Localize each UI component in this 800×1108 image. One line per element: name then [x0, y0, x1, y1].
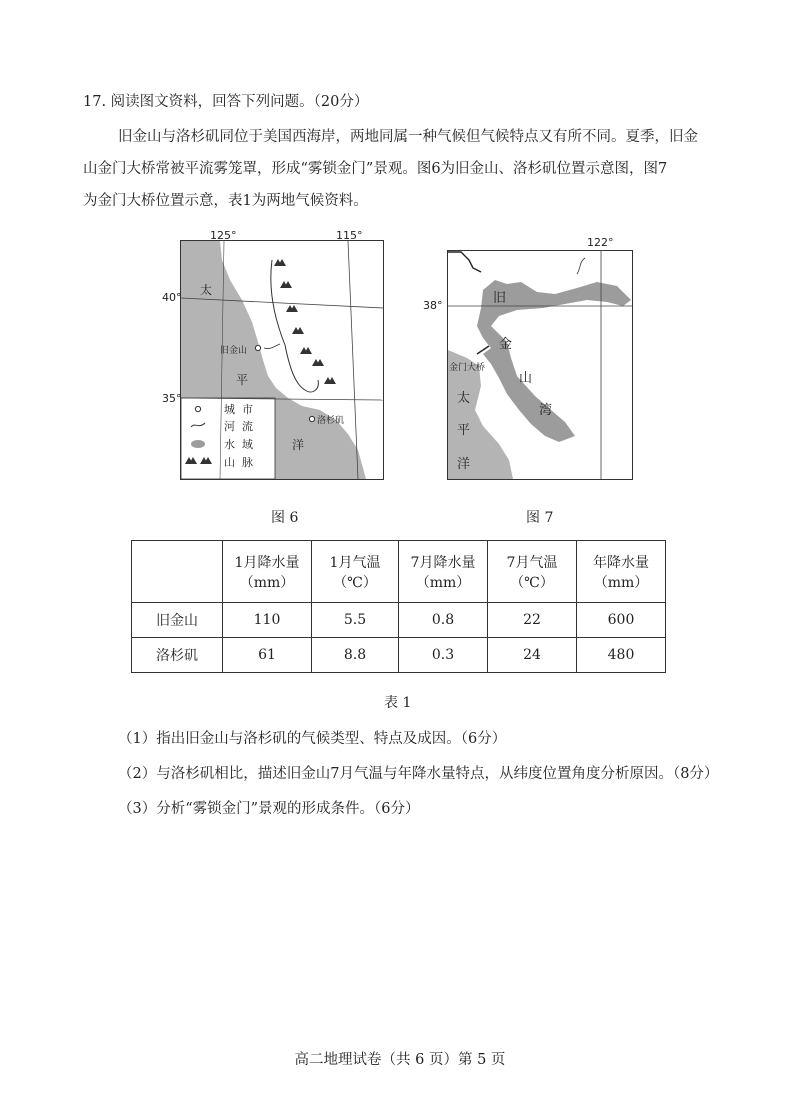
figure-6-map: [180, 230, 384, 480]
header-annual-precip-l2: （mm）: [593, 574, 649, 591]
paragraph-line-1: 旧金山与洛杉矶同位于美国西海岸，两地同属一种气候但气候特点又有所不同。夏季，旧金: [118, 129, 698, 145]
fig7-ocean-char-3: 洋: [457, 457, 471, 472]
table-cell: 480: [577, 638, 666, 673]
legend-city-icon: [195, 406, 200, 411]
paragraph-line-3: 为金门大桥位置示意，表1为两地气候资料。: [83, 193, 368, 209]
table-cell: 24: [488, 638, 577, 673]
fig7-lon-122: 122°: [587, 236, 614, 249]
header-jan-temp: [312, 541, 399, 603]
figure-7-caption: 图 7: [526, 510, 554, 526]
page-footer: 高二地理试卷（共 6 页）第 5 页: [294, 1052, 506, 1068]
table-corner: [132, 541, 223, 603]
table-cell: 22: [488, 603, 577, 638]
table-cell: 110: [223, 603, 312, 638]
table-1-caption: 表 1: [384, 695, 412, 711]
fig6-la-marker: [309, 416, 314, 421]
legend-river-label: 河 流: [224, 420, 253, 433]
header-jul-precip: [399, 541, 488, 603]
subquestion-3: （3）分析“雾锁金门”景观的形成条件。（6分）: [118, 801, 420, 817]
fig7-bridge-label: 金门大桥: [449, 363, 486, 373]
table-cell: 0.8: [399, 603, 488, 638]
header-annual-precip: [577, 541, 666, 603]
table-cell: 5.5: [312, 603, 399, 638]
fig6-lon-125: 125°: [210, 230, 237, 242]
fig6-lat-40: 40°: [162, 291, 182, 304]
paragraph-line-2: 山金门大桥常被平流雾笼罩，形成“雾锁金门”景观。图6为旧金山、洛杉矶位置示意图，图7: [83, 161, 668, 177]
fig6-ocean-char-3: 洋: [292, 438, 305, 452]
table-cell: 8.8: [312, 638, 399, 673]
row-city: 洛杉矶: [132, 638, 223, 673]
subquestion-1: （1）指出旧金山与洛杉矶的气候类型、特点及成因。（6分）: [118, 731, 507, 747]
header-jan-temp-l1: 1月气温: [329, 554, 381, 571]
legend-city-label: 城 市: [224, 403, 253, 416]
fig7-lat-38: 38°: [423, 299, 443, 312]
row-city: 旧金山: [132, 603, 223, 638]
header-jul-temp: [488, 541, 577, 603]
header-jul-temp-l1: 7月气温: [506, 554, 558, 571]
fig6-lon-115: 115°: [336, 230, 363, 242]
fig6-city-sf: 旧金山: [220, 346, 248, 356]
header-jul-precip-l2: （mm）: [415, 574, 471, 591]
figure-6-caption: 图 6: [271, 510, 299, 526]
header-jan-precip: [223, 541, 312, 603]
table-row: [132, 603, 666, 638]
header-annual-precip-l1: 年降水量: [593, 554, 649, 571]
header-jan-precip-l1: 1月降水量: [234, 554, 300, 571]
header-jul-temp-l2: （℃）: [510, 574, 554, 591]
table-cell: 600: [577, 603, 666, 638]
fig7-bay-char-2: 金: [499, 337, 513, 352]
header-jul-precip-l1: 7月降水量: [410, 554, 476, 571]
table-header-row: [132, 541, 666, 603]
legend-water-label: 水 域: [224, 438, 253, 451]
figure-7-map: [447, 230, 633, 480]
subquestion-2: （2）与洛杉矶相比，描述旧金山7月气温与年降水量特点，从纬度位置角度分析原因。（8分）: [118, 766, 719, 782]
fig6-sf-marker: [255, 345, 260, 350]
table-cell: 61: [223, 638, 312, 673]
fig7-bay-char-1: 旧: [493, 291, 507, 306]
header-jan-precip-l2: （mm）: [239, 574, 295, 591]
fig6-ocean-char-1: 太: [200, 283, 213, 297]
fig7-bay-char-3: 山: [519, 371, 533, 386]
fig7-ocean-char-1: 太: [457, 391, 471, 406]
table-cell: 0.3: [399, 638, 488, 673]
fig6-city-la: 洛杉矶: [317, 416, 345, 426]
fig7-ocean-char-2: 平: [457, 423, 471, 438]
climate-table: [131, 540, 666, 673]
header-jan-temp-l2: （℃）: [333, 574, 377, 591]
fig6-ocean-char-2: 平: [236, 373, 249, 387]
question-title: 17. 阅读图文资料，回答下列问题。（20分）: [83, 94, 369, 110]
legend-mountain-label: 山 脉: [224, 456, 253, 469]
fig7-bay-char-4: 湾: [539, 403, 553, 418]
legend-water-icon: [191, 440, 205, 448]
fig6-lat-35: 35°: [162, 392, 182, 405]
table-row: [132, 638, 666, 673]
